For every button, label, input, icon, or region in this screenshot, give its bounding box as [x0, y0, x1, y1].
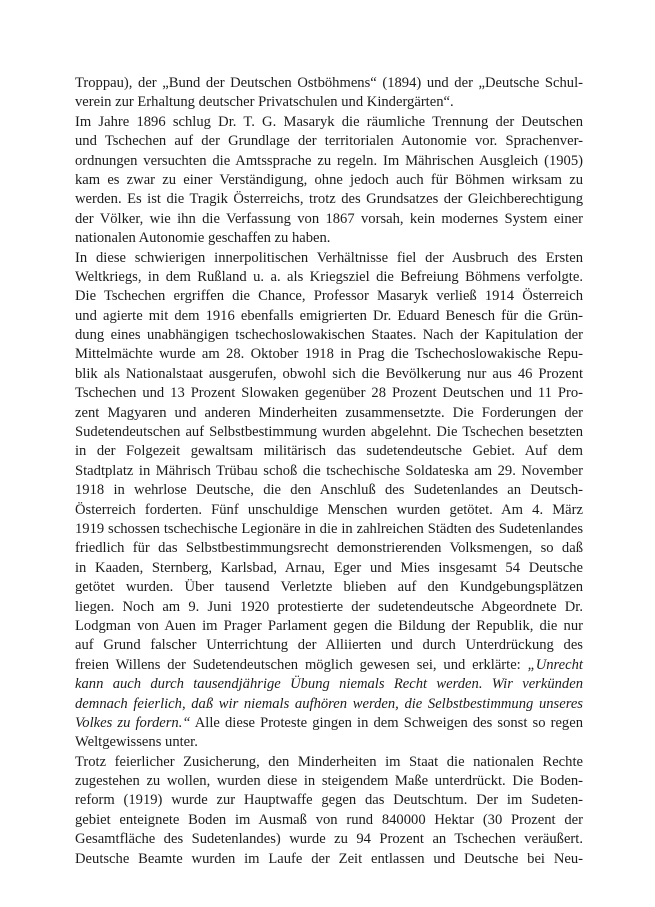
text-run: kam es zwar zu einer Verständigung, ohne jedoch auch für Böhmen wirksam zu	[75, 171, 583, 188]
text-run: Weltkriegs, in dem Rußland u. a. als Kriegsziel die Befreiung Böhmens verfolgte.	[75, 268, 583, 285]
text-line	[75, 733, 583, 752]
text-run: Stadtplatz in Mährisch Trübau schoß die tschechische Soldateska am 29. November	[75, 462, 583, 479]
text-run: Deutsche Beamte wurden im Laufe der Zeit entlassen und Deutsche bei Neu-	[75, 850, 583, 867]
text-run: 1919 schossen tschechische Legionäre in die in zahlreichen Städten des Sudetenlandes	[75, 520, 583, 537]
text-run: friedlich für das Selbstbestimmungsrecht demonstrierenden Volksmengen, so daß	[75, 540, 583, 557]
text-line	[75, 830, 583, 849]
text-run: Im Jahre 1896 schlug Dr. T. G. Masaryk die räumliche Trennung der Deutschen	[75, 113, 583, 130]
text-line	[75, 501, 583, 520]
text-run: gebiet enteignete Boden im Ausmaß von rund 840000 Hektar (30 Prozent der	[75, 811, 583, 828]
text-line	[75, 656, 583, 675]
text-run: Lodgman von Auen im Prager Parlament gegen die Bildung der Republik, die nur	[75, 617, 583, 634]
text-run: Österreich forderten. Fünf unschuldige Menschen wurden getötet. Am 4. März	[75, 501, 583, 518]
text-line	[75, 578, 583, 597]
text-line	[75, 287, 583, 306]
text-run: zent Magyaren und anderen Minderheiten zusammensetzte. Die Forderungen der	[75, 404, 583, 421]
page-text	[75, 74, 583, 869]
text-line	[75, 753, 583, 772]
text-line	[75, 171, 583, 190]
text-run: Mittelmächte wurde am 28. Oktober 1918 in Prag die Tschechoslowakische Repu-	[75, 346, 583, 363]
text-run: Trotz feierlicher Zusicherung, den Minderheiten im Staat die nationalen Rechte	[75, 753, 583, 770]
text-run: zugestehen zu wollen, wurden diese in steigendem Maße unterdrückt. Die Boden-	[75, 773, 583, 790]
text-line	[75, 93, 583, 112]
text-line	[75, 268, 583, 287]
text-line	[75, 675, 583, 694]
text-line	[75, 714, 583, 733]
text-run: getötet wurden. Über tausend Verletzte blieben auf den Kundgebungsplätzen	[75, 579, 583, 596]
text-line	[75, 365, 583, 384]
text-run: in Kaaden, Sternberg, Karlsbad, Arnau, Eger und Mies insgesamt 54 Deutsche	[75, 559, 583, 576]
text-run: Gesamtfläche des Sudetenlandes) wurde zu 94 Prozent an Tschechen veräußert.	[75, 831, 583, 848]
text-line	[75, 152, 583, 171]
text-line	[75, 384, 583, 403]
text-line	[75, 307, 583, 326]
text-run: freien Willens der Sudetendeutschen möglich gewesen sei, und erklärte:	[75, 656, 528, 673]
text-line	[75, 345, 583, 364]
text-line	[75, 598, 583, 617]
italic-quote-run: Volkes zu fordern.“	[75, 714, 191, 731]
text-run: verein zur Erhaltung deutscher Privatschulen und Kindergärten“.	[75, 94, 454, 111]
text-line	[75, 113, 583, 132]
text-line	[75, 559, 583, 578]
text-line	[75, 539, 583, 558]
text-line	[75, 74, 583, 93]
text-line	[75, 442, 583, 461]
text-line	[75, 326, 583, 345]
text-line	[75, 423, 583, 442]
text-line	[75, 481, 583, 500]
text-run: Tschechen und 13 Prozent Slowaken gegenüber 28 Prozent Deutschen und 11 Pro-	[75, 385, 583, 402]
text-line	[75, 695, 583, 714]
text-run: liegen. Noch am 9. Juni 1920 protestierte der sudetendeutsche Abgeordnete Dr.	[75, 598, 583, 615]
text-line	[75, 617, 583, 636]
text-run: Sudetendeutschen auf Selbstbestimmung wurden abgelehnt. Die Tschechen besetzten	[75, 424, 583, 441]
text-line	[75, 132, 583, 151]
text-run: blik als Nationalstaat ausgerufen, obwohl sich die Bevölkerung nur aus 46 Prozent	[75, 365, 583, 382]
text-line	[75, 850, 583, 869]
text-line	[75, 190, 583, 209]
text-line	[75, 462, 583, 481]
text-line	[75, 520, 583, 539]
text-line	[75, 210, 583, 229]
text-run: Troppau), der „Bund der Deutschen Ostböhmens“ (1894) und der „Deutsche Schul-	[75, 75, 583, 91]
text-run: und Tschechen auf der Grundlage der territorialen Autonomie vor. Sprachenver-	[75, 133, 583, 150]
text-run: dung eines unabhängigen tschechoslowakischen Staates. Nach der Kapitulation der	[75, 327, 583, 344]
text-run: werden. Es ist die Tragik Österreichs, trotz des Grundsatzes der Gleichberechtigung	[75, 191, 583, 208]
text-run: ordnungen versuchten die Amtssprache zu regeln. Im Mährischen Ausgleich (1905)	[75, 152, 583, 169]
text-line	[75, 636, 583, 655]
text-run: reform (1919) wurde zur Hauptwaffe gegen das Deutschtum. Der im Sudeten-	[75, 792, 583, 809]
text-line	[75, 249, 583, 268]
italic-quote-run: demnach feierlich, daß wir niemals aufhören werden, die Selbstbestimmung unseres	[75, 695, 583, 712]
text-run: Alle diese Proteste gingen in dem Schweigen des sonst so regen	[190, 714, 583, 731]
text-line	[75, 772, 583, 791]
text-run: auf Grund falscher Unterrichtung der Alliierten und durch Unterdrückung des	[75, 637, 583, 654]
italic-quote-run: kann auch durch tausendjährige Übung niemals Recht werden. Wir verkünden	[75, 676, 583, 693]
text-run: 1918 in wehrlose Deutsche, die den Anschluß des Sudetenlandes an Deutsch-	[75, 482, 583, 499]
text-run: nationalen Autonomie geschaffen zu haben.	[75, 230, 331, 247]
text-line	[75, 229, 583, 248]
text-line	[75, 811, 583, 830]
text-run: und agierte mit dem 1916 ebenfalls emigrierten Dr. Eduard Benesch für die Grün-	[75, 307, 583, 324]
text-run: Weltgewissens unter.	[75, 734, 198, 751]
text-run: in der Folgezeit gewaltsam militärisch das sudetendeutsche Gebiet. Auf dem	[75, 443, 583, 460]
text-line	[75, 404, 583, 423]
text-line	[75, 791, 583, 810]
text-run: der Völker, wie ihn die Verfassung von 1867 vorsah, kein modernes System einer	[75, 210, 583, 227]
italic-quote-run: „Unrecht	[527, 656, 583, 673]
text-run: In diese schwierigen innerpolitischen Verhältnisse fiel der Ausbruch des Ersten	[75, 249, 583, 266]
text-run: Die Tschechen ergriffen die Chance, Professor Masaryk verließ 1914 Österreich	[75, 288, 583, 305]
